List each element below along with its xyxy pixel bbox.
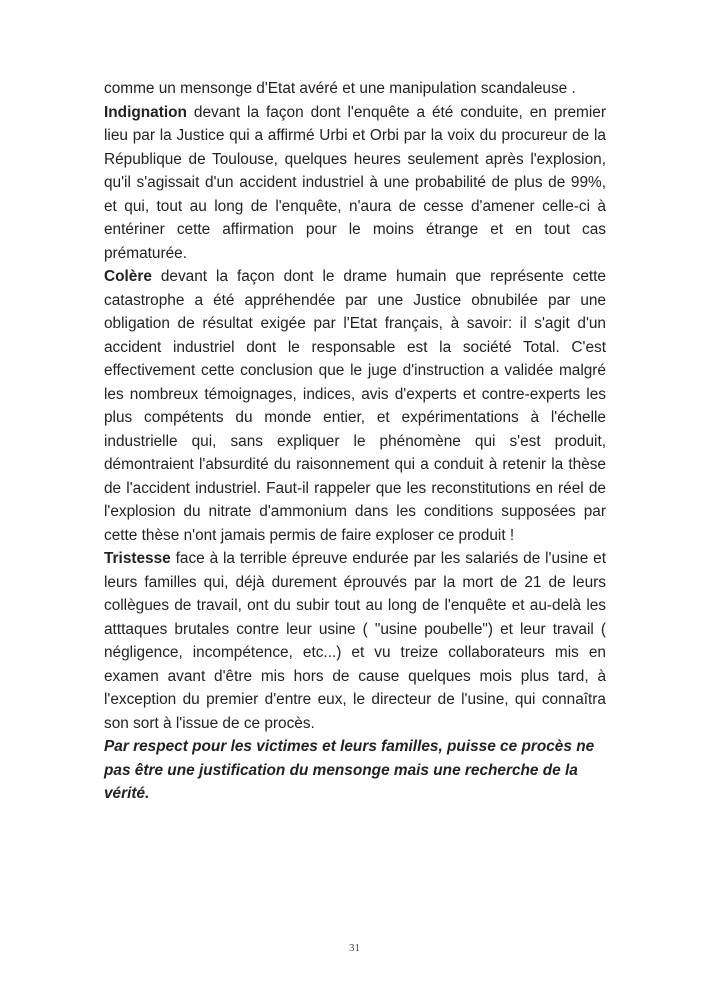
page-body: [104, 77, 606, 806]
tristesse-text: face à la terrible épreuve endurée par les salariés de l'usine et leurs familles qui, déjà durement éprouvés par la mort de 21 de leurs collègues de travail, ont du subir tout au long de l'enquête et au-delà les atttaques brutales contre leur usine ( "usine poubelle") et leur travail ( négligence, incompétence, etc...) et vu treize collaborateurs mis en examen avant d'être mis hors de cause quelques mois plus tard, à l'exception du premier d'entre eux, le directeur de l'usine, qui connaîtra son sort à l'issue de ce procès.: [104, 550, 606, 732]
indignation-text: devant la façon dont l'enquête a été conduite, en premier lieu par la Justice qui a affirmé Urbi et Orbi par la voix du procureur de la République de Toulouse, quelques heures seulement après l'explosion, qu'il s'agissait d'un accident industriel à une probabilité de plus de 99%, et qui, tout au long de l'enquête, n'aura de cesse d'amener celle-ci à entériner cette affirmation pour le moins étrange et en tout cas prématurée.: [104, 103, 606, 262]
closing-statement: Par respect pour les victimes et leurs familles, puisse ce procès ne pas être une justification du mensonge mais une recherche de la vérité.: [104, 738, 595, 802]
colere-text: devant la façon dont le drame humain que représente cette catastrophe a été appréhendée par une Justice obnubilée par une obligation de résultat exigée par l'Etat français, à savoir: il s'agit d'un accident industriel dont le responsable est la société Total. C'est effectivement cette conclusion que le juge d'instruction a validée malgré les nombreux témoignages, indices, avis d'experts et contre-experts les plus compétents du monde entier, et expérimentations à l'échelle industrielle qui, sans expliquer le phénomène qui s'est produit, démontraient l'absurdité du raisonnement qui a conduit à retenir la thèse de l'accident industriel. Faut-il rappeler que les reconstitutions en réel de l'explosion du nitrate d'ammonium dans les conditions supposées par cette thèse n'ont jamais permis de faire exploser ce produit !: [104, 268, 606, 544]
page-number: 31: [349, 942, 360, 954]
intro-paragraph: comme un mensonge d'Etat avéré et une manipulation scandaleuse .: [104, 80, 576, 97]
indignation-paragraph: [104, 101, 606, 266]
tristesse-paragraph: [104, 547, 606, 735]
tristesse-keyword: Tristesse: [104, 550, 171, 567]
colere-paragraph: [104, 265, 606, 547]
indignation-keyword: Indignation: [104, 103, 187, 121]
colere-keyword: Colère: [104, 268, 152, 285]
